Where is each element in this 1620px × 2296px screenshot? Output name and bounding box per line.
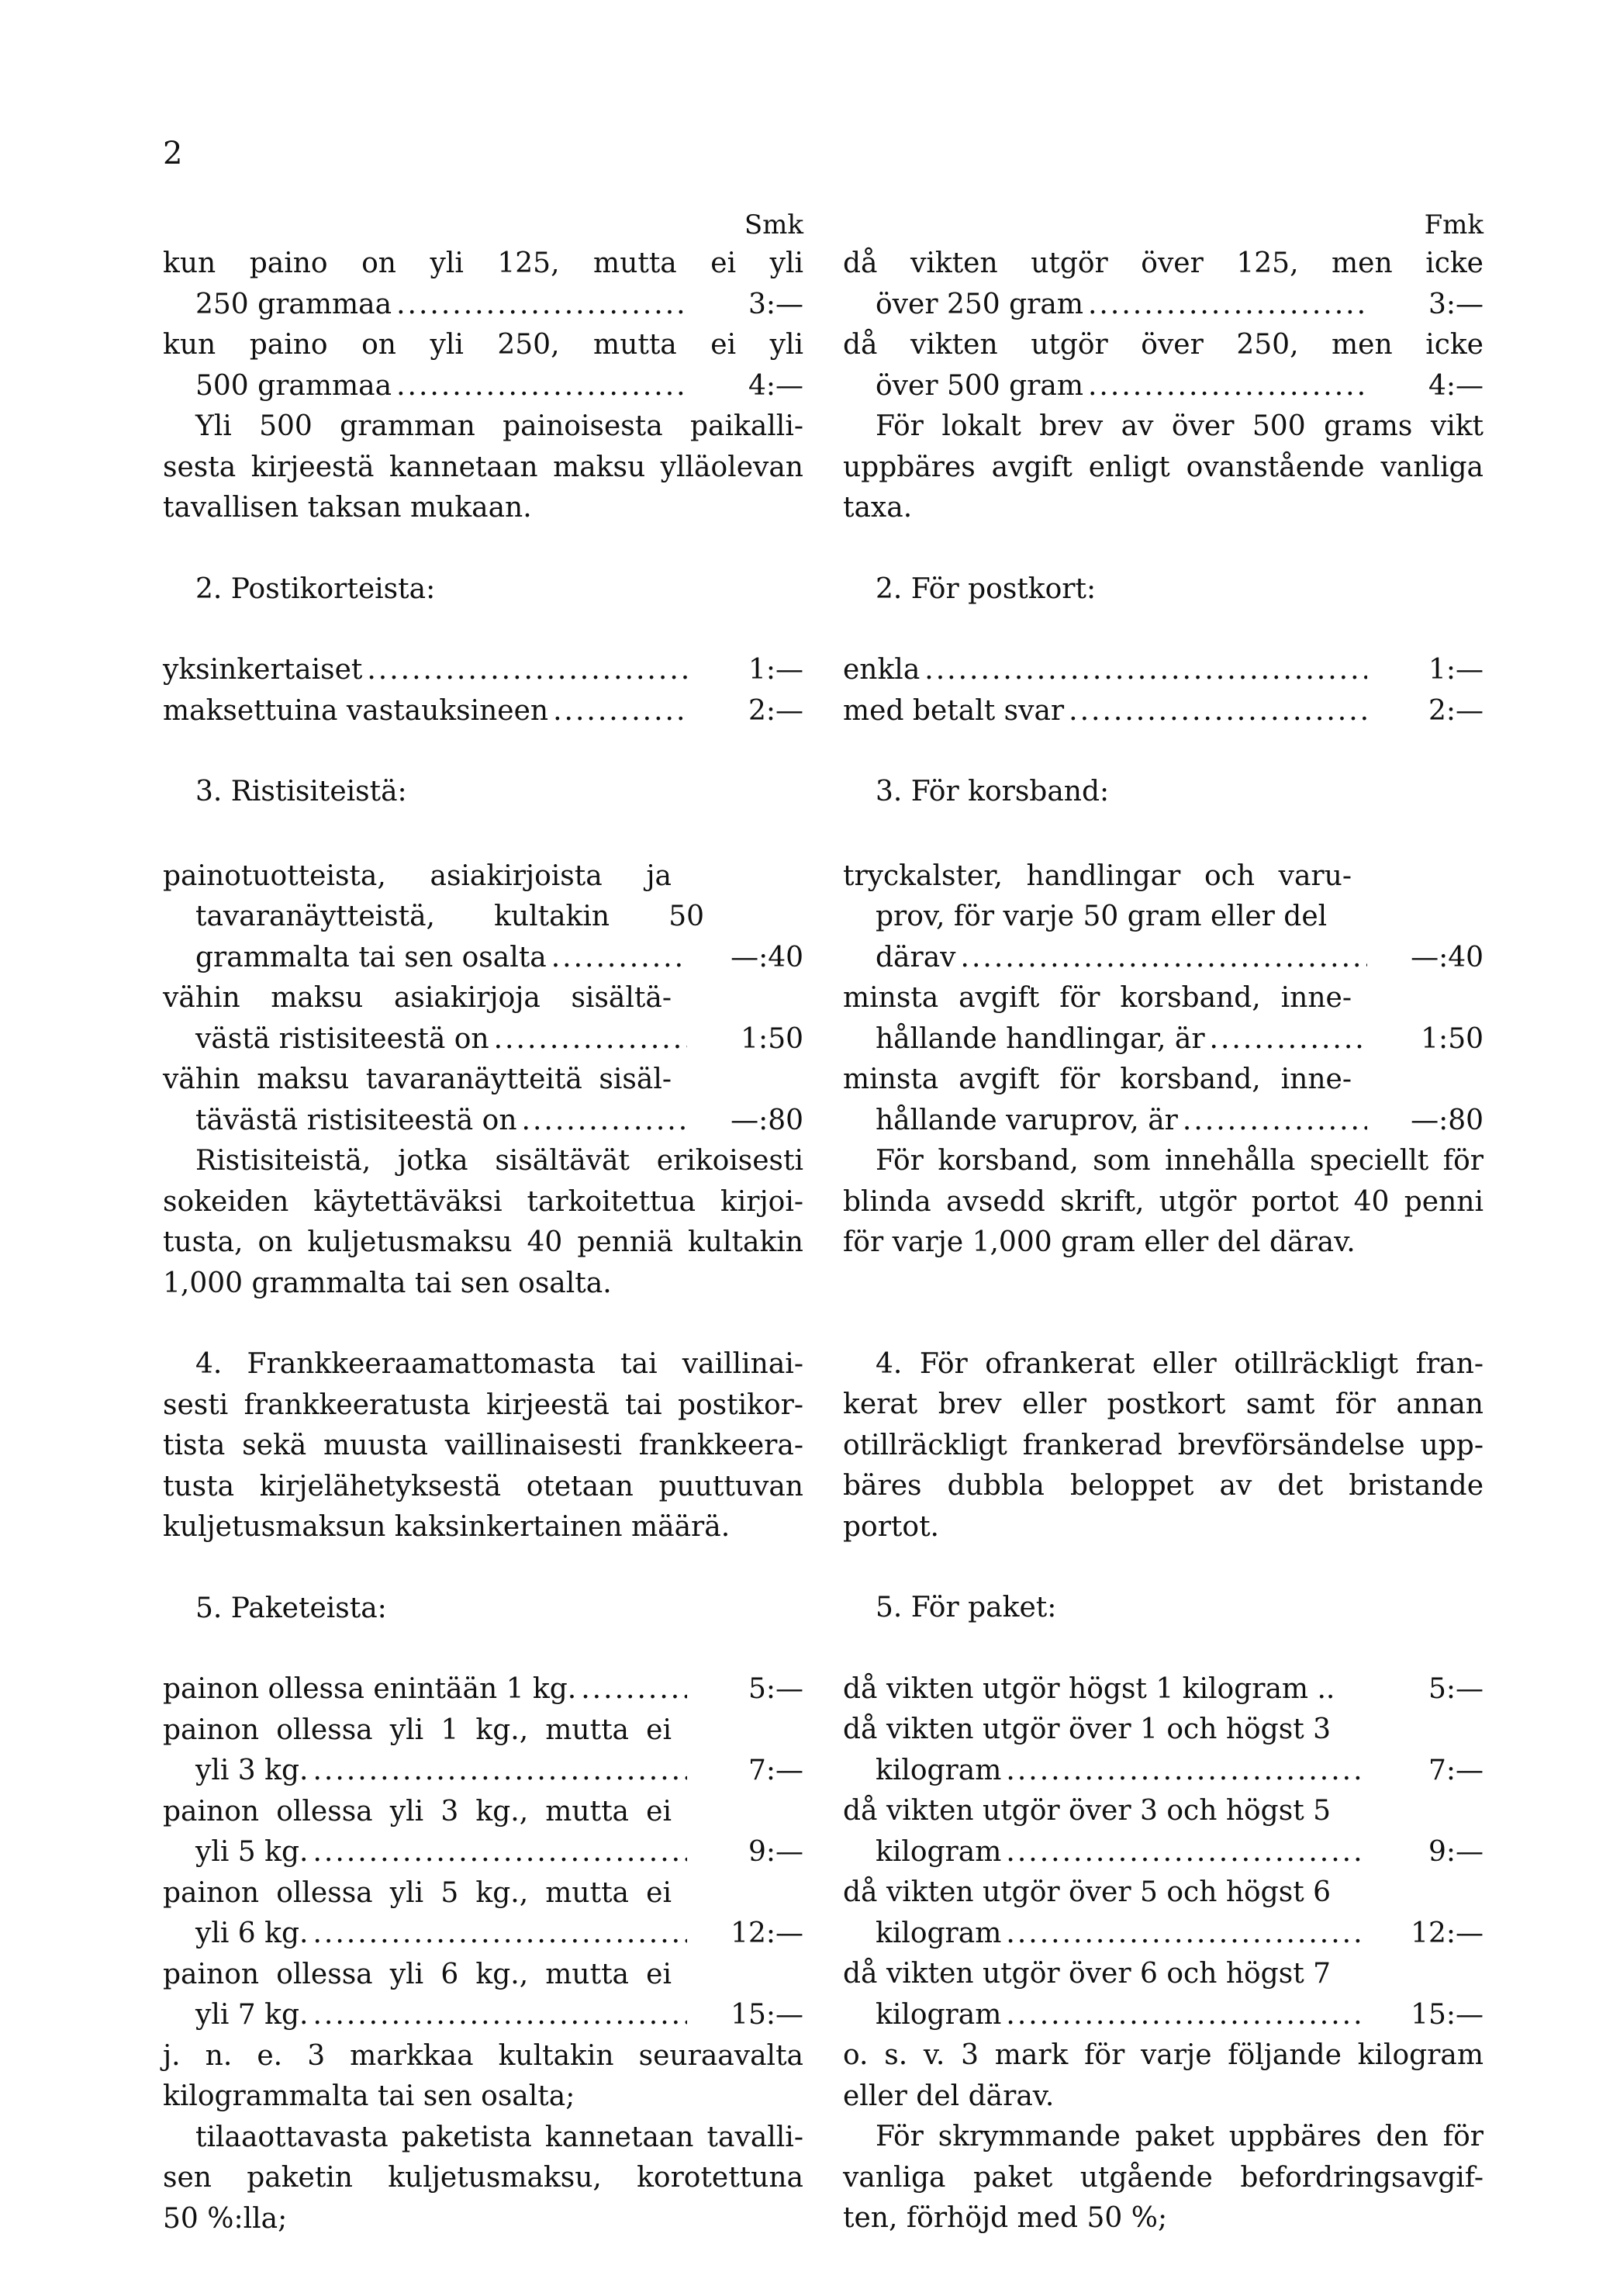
text-line: vanliga paket utgående befordringsavgif- xyxy=(843,2161,1484,2194)
spacer xyxy=(843,1264,1484,1304)
text-line: kun paino on yli 125, mutta ei yli xyxy=(163,247,803,279)
tariff-row xyxy=(163,938,803,979)
tariff-row xyxy=(843,1832,1484,1873)
tariff-row xyxy=(163,285,803,326)
dot-leader xyxy=(1001,1832,1367,1873)
text-line: tusta, on kuljetusmaksu 40 penniä kultakin xyxy=(163,1226,803,1258)
text-line: 5. Paketeista: xyxy=(195,1592,387,1624)
text-line: 4. Frankkeeraamattomasta tai vaillinai- xyxy=(195,1348,803,1380)
text-line: 3. För korsband: xyxy=(876,776,1110,807)
text-line: painon ollessa yli 6 kg., mutta ei xyxy=(163,1958,672,1990)
tariff-label: yli 3 kg. xyxy=(195,1755,309,1786)
tariff-price: 15:— xyxy=(1411,1998,1484,2031)
tariff-price: —:80 xyxy=(731,1104,803,1136)
tariff-label: yli 6 kg. xyxy=(195,1917,309,1949)
text-line: 5. För paket: xyxy=(876,1592,1057,1623)
tariff-row xyxy=(843,1914,1484,1955)
text-line: blinda avsedd skrift, utgör portot 40 penni xyxy=(843,1185,1484,1218)
tariff-label: 250 grammaa xyxy=(195,288,392,320)
text-line: tryckalster, handlingar och varu- xyxy=(843,859,1352,892)
tariff-price: 3:— xyxy=(748,288,803,320)
tariff-price: 5:— xyxy=(1428,1672,1484,1705)
tariff-price: 12:— xyxy=(1411,1917,1484,1949)
tariff-label: yli 7 kg. xyxy=(195,1999,309,2031)
dot-leader xyxy=(308,1995,687,2036)
tariff-row xyxy=(163,1101,803,1142)
tariff-price: 15:— xyxy=(731,1999,803,2031)
dot-leader xyxy=(362,650,687,691)
spacer xyxy=(163,529,803,569)
tariff-row xyxy=(163,1019,803,1060)
tariff-row xyxy=(843,1669,1484,1710)
spacer xyxy=(163,610,803,650)
text-line: kuljetusmaksun kaksinkertainen määrä. xyxy=(163,1511,731,1543)
tariff-price: 1:50 xyxy=(1421,1022,1484,1055)
text-line: För skrymmande paket uppbäres den för xyxy=(876,2121,1484,2152)
dot-leader xyxy=(1001,1914,1367,1955)
text-line: då vikten utgör över 6 och högst 7 xyxy=(843,1958,1332,1990)
tariff-price: —:40 xyxy=(731,941,803,973)
text-line: då vikten utgör över 3 och högst 5 xyxy=(843,1795,1332,1827)
spacer xyxy=(843,1629,1484,1669)
tariff-label: därav xyxy=(876,941,956,973)
tariff-label: tävästä ristisiteestä on xyxy=(195,1104,517,1136)
tariff-row xyxy=(843,938,1484,979)
text-line: då vikten utgör över 125, men icke xyxy=(843,247,1484,279)
text-line: minsta avgift för korsband, inne- xyxy=(843,1063,1352,1095)
swedish-tariff-column xyxy=(843,209,1484,2239)
tariff-price: 2:— xyxy=(748,694,803,727)
tariff-row xyxy=(163,650,803,691)
text-line: bäres dubbla beloppet av det bristande xyxy=(843,1470,1484,1502)
text-line: kerat brev eller postkort samt för annan xyxy=(843,1388,1484,1420)
currency-unit-fmk: Fmk xyxy=(1424,209,1484,240)
tariff-price: 9:— xyxy=(1428,1835,1484,1868)
text-line: painon ollessa yli 5 kg., mutta ei xyxy=(163,1876,672,1909)
spacer xyxy=(163,1304,803,1344)
tariff-label: 500 grammaa xyxy=(195,369,392,402)
dot-leader xyxy=(392,285,687,326)
text-line: kilogrammalta tai sen osalta; xyxy=(163,2080,575,2112)
text-line: då vikten utgör över 1 och högst 3 xyxy=(843,1713,1332,1745)
tariff-label: yli 5 kg. xyxy=(195,1836,309,1868)
text-line: vähin maksu asiakirjoja sisältä- xyxy=(163,982,672,1014)
tariff-row xyxy=(163,1995,803,2036)
dot-leader xyxy=(517,1101,687,1142)
text-line: eller del därav. xyxy=(843,2080,1055,2112)
tariff-row xyxy=(843,1101,1484,1142)
text-line: ten, förhöjd med 50 %; xyxy=(843,2202,1168,2234)
text-line: 4. För ofrankerat eller otillräckligt fran- xyxy=(876,1347,1484,1380)
dot-leader xyxy=(1001,1751,1367,1792)
tariff-row xyxy=(843,1995,1484,2036)
text-line: Yli 500 gramman painoisesta paikalli- xyxy=(195,410,803,442)
dot-leader xyxy=(308,1751,687,1792)
text-line: 50 %:lla; xyxy=(163,2202,288,2235)
tariff-price: —:40 xyxy=(1411,941,1484,973)
dot-leader xyxy=(308,1914,687,1955)
text-line: tavallisen taksan mukaan. xyxy=(163,492,532,524)
tariff-label: kilogram xyxy=(876,1754,1002,1786)
spacer xyxy=(843,731,1484,772)
text-line: j. n. e. 3 markkaa kultakin seuraavalta xyxy=(163,2039,803,2072)
tariff-row xyxy=(843,650,1484,691)
tariff-row xyxy=(163,366,803,407)
tariff-price: 2:— xyxy=(1428,694,1484,727)
text-line: painon ollessa yli 1 kg., mutta ei xyxy=(163,1713,672,1746)
spacer xyxy=(843,610,1484,650)
tariff-price: 9:— xyxy=(748,1836,803,1868)
dot-leader xyxy=(1064,691,1367,732)
spacer xyxy=(163,1548,803,1589)
text-line: taxa. xyxy=(843,492,913,524)
spacer xyxy=(163,1629,803,1669)
text-line: 3. Ristisiteistä: xyxy=(195,776,407,807)
text-line: prov, för varje 50 gram eller del xyxy=(876,901,1328,932)
dot-leader xyxy=(1178,1101,1367,1142)
tariff-label: grammalta tai sen osalta xyxy=(195,941,547,973)
text-line: portot. xyxy=(843,1510,939,1543)
text-line: kun paino on yli 250, mutta ei yli xyxy=(163,329,803,361)
text-line: För lokalt brev av över 500 grams vikt xyxy=(876,410,1484,442)
tariff-row xyxy=(163,569,803,610)
text-line: då vikten utgör över 250, men icke xyxy=(843,329,1484,361)
dot-leader xyxy=(1083,366,1367,407)
spacer xyxy=(163,731,803,772)
tariff-label: då vikten utgör högst 1 kilogram .. xyxy=(843,1672,1335,1705)
text-line: otillräckligt frankerad brevförsändelse upp- xyxy=(843,1429,1484,1461)
tariff-row xyxy=(843,691,1484,732)
tariff-label: över 500 gram xyxy=(876,369,1083,402)
text-line: sesti frankkeeratusta kirjeestä tai postikor- xyxy=(163,1388,803,1421)
tariff-label: med betalt svar xyxy=(843,694,1065,727)
text-line: sen paketin kuljetusmaksu, korotettuna xyxy=(163,2162,803,2194)
tariff-label: hållande handlingar, är xyxy=(876,1022,1205,1055)
tariff-row xyxy=(163,691,803,732)
text-line: tusta kirjelähetyksestä otetaan puuttuvan xyxy=(163,1470,803,1502)
tariff-price: 4:— xyxy=(748,369,803,402)
text-line: för varje 1,000 gram eller del därav. xyxy=(843,1226,1356,1258)
tariff-price: 12:— xyxy=(731,1917,803,1949)
text-line: o. s. v. 3 mark för varje följande kilogram xyxy=(843,2039,1484,2071)
tariff-price: —:80 xyxy=(1411,1104,1484,1136)
text-line: 1,000 grammalta tai sen osalta. xyxy=(163,1267,612,1299)
tariff-price: 1:— xyxy=(748,654,803,686)
tariff-row xyxy=(843,1019,1484,1060)
dot-leader xyxy=(920,650,1367,691)
dot-leader xyxy=(548,691,687,732)
spacer xyxy=(843,813,1484,856)
tariff-row xyxy=(843,285,1484,326)
tariff-lines-swedish xyxy=(843,244,1484,2239)
dot-leader xyxy=(308,1832,687,1873)
dot-leader xyxy=(392,366,687,407)
dot-leader xyxy=(576,1669,687,1710)
text-line: vähin maksu tavaranäytteitä sisäl- xyxy=(163,1063,672,1095)
text-line: För korsband, som innehålla speciellt för xyxy=(876,1145,1484,1177)
text-line: sokeiden käytettäväksi tarkoitettua kirjoi- xyxy=(163,1185,803,1218)
text-line: 2. För postkort: xyxy=(876,572,1097,605)
spacer xyxy=(843,1547,1484,1588)
currency-unit-smk: Smk xyxy=(744,209,803,240)
tariff-lines-finnish xyxy=(163,244,803,2239)
tariff-price: 5:— xyxy=(748,1673,803,1705)
text-line: minsta avgift för korsband, inne- xyxy=(843,982,1352,1014)
text-line: Ristisiteistä, jotka sisältävät erikoisesti xyxy=(195,1145,803,1177)
tariff-row xyxy=(163,1669,803,1710)
tariff-price: 1:50 xyxy=(741,1022,803,1055)
tariff-row xyxy=(843,1751,1484,1792)
tariff-label: maksettuina vastauksineen xyxy=(163,694,549,727)
spacer xyxy=(843,1304,1484,1344)
text-line: tilaaottavasta paketista kannetaan tavalli- xyxy=(195,2121,803,2153)
tariff-label: kilogram xyxy=(876,1835,1002,1868)
text-line: tista sekä muusta vaillinaisesti frankkeera- xyxy=(163,1430,803,1461)
tariff-price: 7:— xyxy=(748,1755,803,1786)
tariff-row xyxy=(163,1751,803,1792)
spacer xyxy=(163,813,803,856)
tariff-label: över 250 gram xyxy=(876,288,1083,320)
dot-leader xyxy=(1083,285,1367,326)
dot-leader xyxy=(489,1019,687,1060)
tariff-price: 7:— xyxy=(1428,1754,1484,1786)
text-line: tavaranäytteistä, kultakin 50 xyxy=(195,901,704,932)
tariff-row xyxy=(843,366,1484,407)
text-line: painotuotteista, asiakirjoista ja xyxy=(163,859,672,892)
dot-leader xyxy=(547,938,687,979)
text-line: sesta kirjeestä kannetaan maksu ylläolevan xyxy=(163,451,803,483)
tariff-label: enkla xyxy=(843,654,921,686)
tariff-row xyxy=(163,1832,803,1873)
dot-leader xyxy=(1205,1019,1367,1060)
finnish-tariff-column xyxy=(163,209,803,2239)
tariff-label: yksinkertaiset xyxy=(163,654,363,686)
tariff-price: 1:— xyxy=(1428,654,1484,686)
text-line: uppbäres avgift enligt ovanstående vanliga xyxy=(843,451,1484,483)
tariff-label: västä ristisiteestä on xyxy=(195,1022,489,1055)
spacer xyxy=(843,529,1484,569)
page-number: 2 xyxy=(163,136,183,171)
text-line: painon ollessa yli 3 kg., mutta ei xyxy=(163,1795,672,1827)
tariff-label: hållande varuprov, är xyxy=(876,1104,1178,1136)
dot-leader xyxy=(956,938,1367,979)
text-line: då vikten utgör över 5 och högst 6 xyxy=(843,1876,1332,1908)
tariff-label: 2. Postikorteista: xyxy=(195,572,436,605)
dot-leader xyxy=(1001,1995,1367,2036)
tariff-price: 4:— xyxy=(1428,369,1484,402)
tariff-row xyxy=(163,1914,803,1955)
tariff-label: painon ollessa enintään 1 kg. xyxy=(163,1673,577,1705)
tariff-label: kilogram xyxy=(876,1998,1002,2031)
tariff-price: 3:— xyxy=(1428,288,1484,320)
tariff-label: kilogram xyxy=(876,1917,1002,1949)
